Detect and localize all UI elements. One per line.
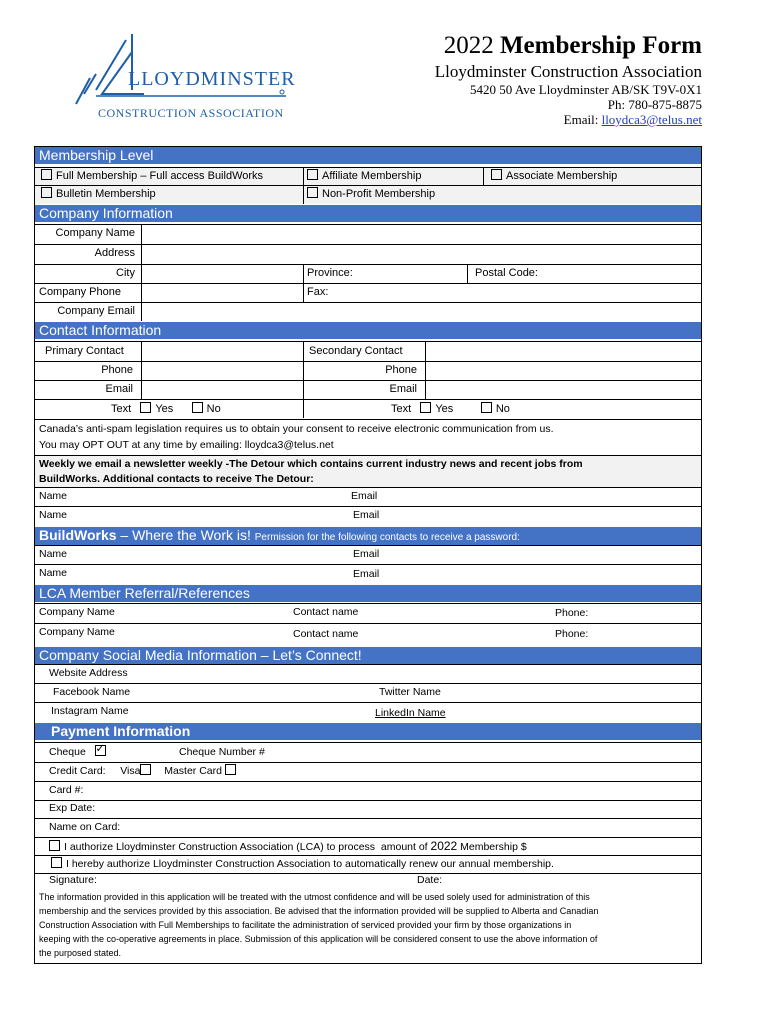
form-title-text: Membership Form (499, 32, 702, 59)
cheque-label: Cheque (49, 746, 86, 758)
auto-renew-row (51, 857, 554, 872)
company-info-heading: Company Information (35, 205, 701, 222)
bulletin-option[interactable] (41, 187, 156, 202)
buildworks-name-label-2: Name (39, 567, 68, 579)
disclaimer-line2: membership and the services provided by this association. Be advised that the information provided will be supplied to Alberta and Canadian (39, 906, 599, 916)
payment-heading: Payment Information (35, 723, 701, 740)
secondary-text-no-label: No (495, 403, 510, 415)
authorize-amount-label: Membership $ (457, 841, 527, 853)
primary-text-yes-label: Yes (155, 403, 174, 415)
authorize-process-text: I authorize Lloydminster Construction Association (LCA) to process amount of (64, 841, 431, 853)
secondary-text-yes-checkbox[interactable] (420, 402, 431, 413)
disclaimer-line3: Construction Association with Full Memberships to facilitate the administration of serviced provided your firm by those organizations in (39, 920, 572, 930)
secondary-text-no-checkbox[interactable] (481, 402, 492, 413)
buildworks-heading (35, 527, 701, 546)
full-membership-label: Full Membership – Full access BuildWorks (56, 170, 264, 182)
primary-phone-label: Phone (101, 364, 133, 376)
associate-label: Associate Membership (506, 170, 618, 182)
facebook-label: Facebook Name (53, 686, 131, 698)
cheque-checkbox[interactable] (95, 745, 106, 756)
nonprofit-label: Non-Profit Membership (322, 188, 436, 200)
affiliate-option[interactable] (307, 169, 421, 184)
org-email-link[interactable]: lloydca3@telus.net (601, 112, 702, 127)
primary-text-row (111, 402, 221, 417)
buildworks-email-label-1: Email (353, 548, 380, 560)
card-number-label: Card #: (49, 784, 84, 796)
auto-renew-checkbox[interactable] (51, 857, 62, 868)
primary-text-label: Text (111, 403, 132, 415)
detour-email-label-1: Email (351, 490, 378, 502)
city-label: City (116, 267, 135, 279)
primary-contact-label: Primary Contact (45, 345, 124, 357)
cheque-number-label: Cheque Number # (179, 746, 265, 758)
disclaimer-line4: keeping with the co-operative agreements in place. Submission of this application will be considered consent to use the above information of (39, 934, 598, 944)
contact-info-heading: Contact Information (35, 322, 701, 339)
referral-company-label-2: Company Name (39, 626, 115, 638)
buildworks-heading-small: Permission for the following contacts to receive a password: (254, 532, 520, 543)
detour-name-label-2: Name (39, 509, 68, 521)
secondary-text-row (391, 402, 510, 417)
cheque-option[interactable] (49, 745, 110, 760)
org-email (564, 112, 702, 128)
website-label: Website Address (49, 667, 128, 679)
disclaimer-line5: the purposed stated. (39, 948, 122, 958)
logo-line2: CONSTRUCTION ASSOCIATION (98, 106, 284, 120)
membership-level-heading: Membership Level (35, 147, 701, 164)
full-membership-checkbox[interactable] (41, 169, 52, 180)
secondary-text-label: Text (391, 403, 412, 415)
buildworks-heading-rest: – Where the Work is! (116, 527, 255, 543)
primary-email-label: Email (105, 383, 133, 395)
referral-phone-label-1: Phone: (555, 607, 589, 619)
primary-text-no-checkbox[interactable] (192, 402, 203, 413)
master-card-label: Master Card (164, 765, 222, 777)
detour-name-label-1: Name (39, 490, 68, 502)
date-label: Date: (417, 874, 443, 886)
authorize-process-row (49, 839, 527, 855)
secondary-email-label: Email (389, 383, 417, 395)
affiliate-label: Affiliate Membership (322, 170, 422, 182)
credit-card-row (49, 764, 240, 779)
associate-checkbox[interactable] (491, 169, 502, 180)
authorize-year: 2022 (430, 839, 458, 853)
full-membership-option[interactable] (41, 169, 263, 184)
nonprofit-checkbox[interactable] (307, 187, 318, 198)
referral-company-label-1: Company Name (39, 606, 115, 618)
city-field[interactable] (142, 265, 302, 283)
referral-contact-label-2: Contact name (293, 628, 359, 640)
exp-date-label: Exp Date: (49, 802, 96, 814)
secondary-phone-label: Phone (385, 364, 417, 376)
signature-label: Signature: (49, 874, 97, 886)
antispam-line2: You may OPT OUT at any time by emailing: lloydca3@telus.net (39, 439, 334, 451)
company-email-label: Company Email (57, 305, 135, 317)
associate-option[interactable] (491, 169, 617, 184)
affiliate-checkbox[interactable] (307, 169, 318, 180)
org-phone: Ph: 780-875-8875 (607, 97, 702, 112)
company-name-field[interactable] (142, 225, 700, 244)
referral-heading: LCA Member Referral/References (35, 585, 701, 602)
antispam-line1: Canada’s anti-spam legislation requires us to obtain your consent to receive electronic communication from us. (39, 423, 554, 435)
postal-code-label: Postal Code: (475, 267, 538, 279)
company-phone-field[interactable] (142, 284, 302, 302)
province-label: Province: (307, 267, 353, 279)
secondary-text-yes-label: Yes (435, 403, 454, 415)
bulletin-label: Bulletin Membership (56, 188, 156, 200)
company-email-field[interactable] (142, 303, 700, 321)
authorize-process-checkbox[interactable] (49, 840, 60, 851)
master-card-checkbox[interactable] (225, 764, 236, 775)
buildworks-heading-bold: BuildWorks (39, 527, 117, 543)
referral-contact-label-1: Contact name (293, 606, 359, 618)
org-email-label: Email: (563, 112, 599, 127)
instagram-label: Instagram Name (51, 705, 129, 717)
credit-card-label: Credit Card: (49, 765, 106, 777)
visa-label: Visa (120, 765, 141, 777)
twitter-label: Twitter Name (379, 686, 441, 698)
org-address: 5420 50 Ave Lloydminster AB/SK T9V-0X1 (470, 82, 702, 97)
referral-phone-label-2: Phone: (555, 628, 589, 640)
linkedin-label: LinkedIn Name (375, 707, 446, 719)
company-phone-label: Company Phone (39, 286, 121, 298)
nonprofit-option[interactable] (307, 187, 435, 202)
buildworks-name-label-1: Name (39, 548, 68, 560)
social-heading: Company Social Media Information – Let’s Connect! (35, 647, 701, 664)
fax-label: Fax: (307, 286, 329, 298)
logo (66, 34, 296, 134)
address-label: Address (94, 247, 135, 259)
primary-text-no-label: No (206, 403, 221, 415)
form-year: 2022 (443, 32, 494, 59)
address-field[interactable] (142, 245, 700, 264)
newsletter-line2: BuildWorks. Additional contacts to receive The Detour: (39, 473, 314, 485)
detour-email-label-2: Email (353, 509, 380, 521)
newsletter-line1: Weekly we email a newsletter weekly -The Detour which contains current industry news and recent jobs from (39, 458, 583, 470)
bulletin-checkbox[interactable] (41, 187, 52, 198)
membership-form (34, 146, 702, 964)
disclaimer-line1: The information provided in this application will be treated with the utmost confidence and will be used solely used for administration of this (39, 892, 590, 902)
logo-line1: LLOYDMINSTER (128, 68, 296, 90)
org-name: Lloydminster Construction Association (434, 62, 702, 81)
form-title (444, 32, 702, 60)
secondary-contact-label: Secondary Contact (309, 345, 403, 357)
buildworks-email-label-2: Email (353, 568, 380, 580)
visa-checkbox[interactable] (140, 764, 151, 775)
name-on-card-label: Name on Card: (49, 821, 121, 833)
primary-text-yes-checkbox[interactable] (140, 402, 151, 413)
company-name-label: Company Name (55, 227, 135, 239)
auto-renew-text: I hereby authorize Lloydminster Construction Association to automatically renew our annual membership. (66, 858, 554, 870)
